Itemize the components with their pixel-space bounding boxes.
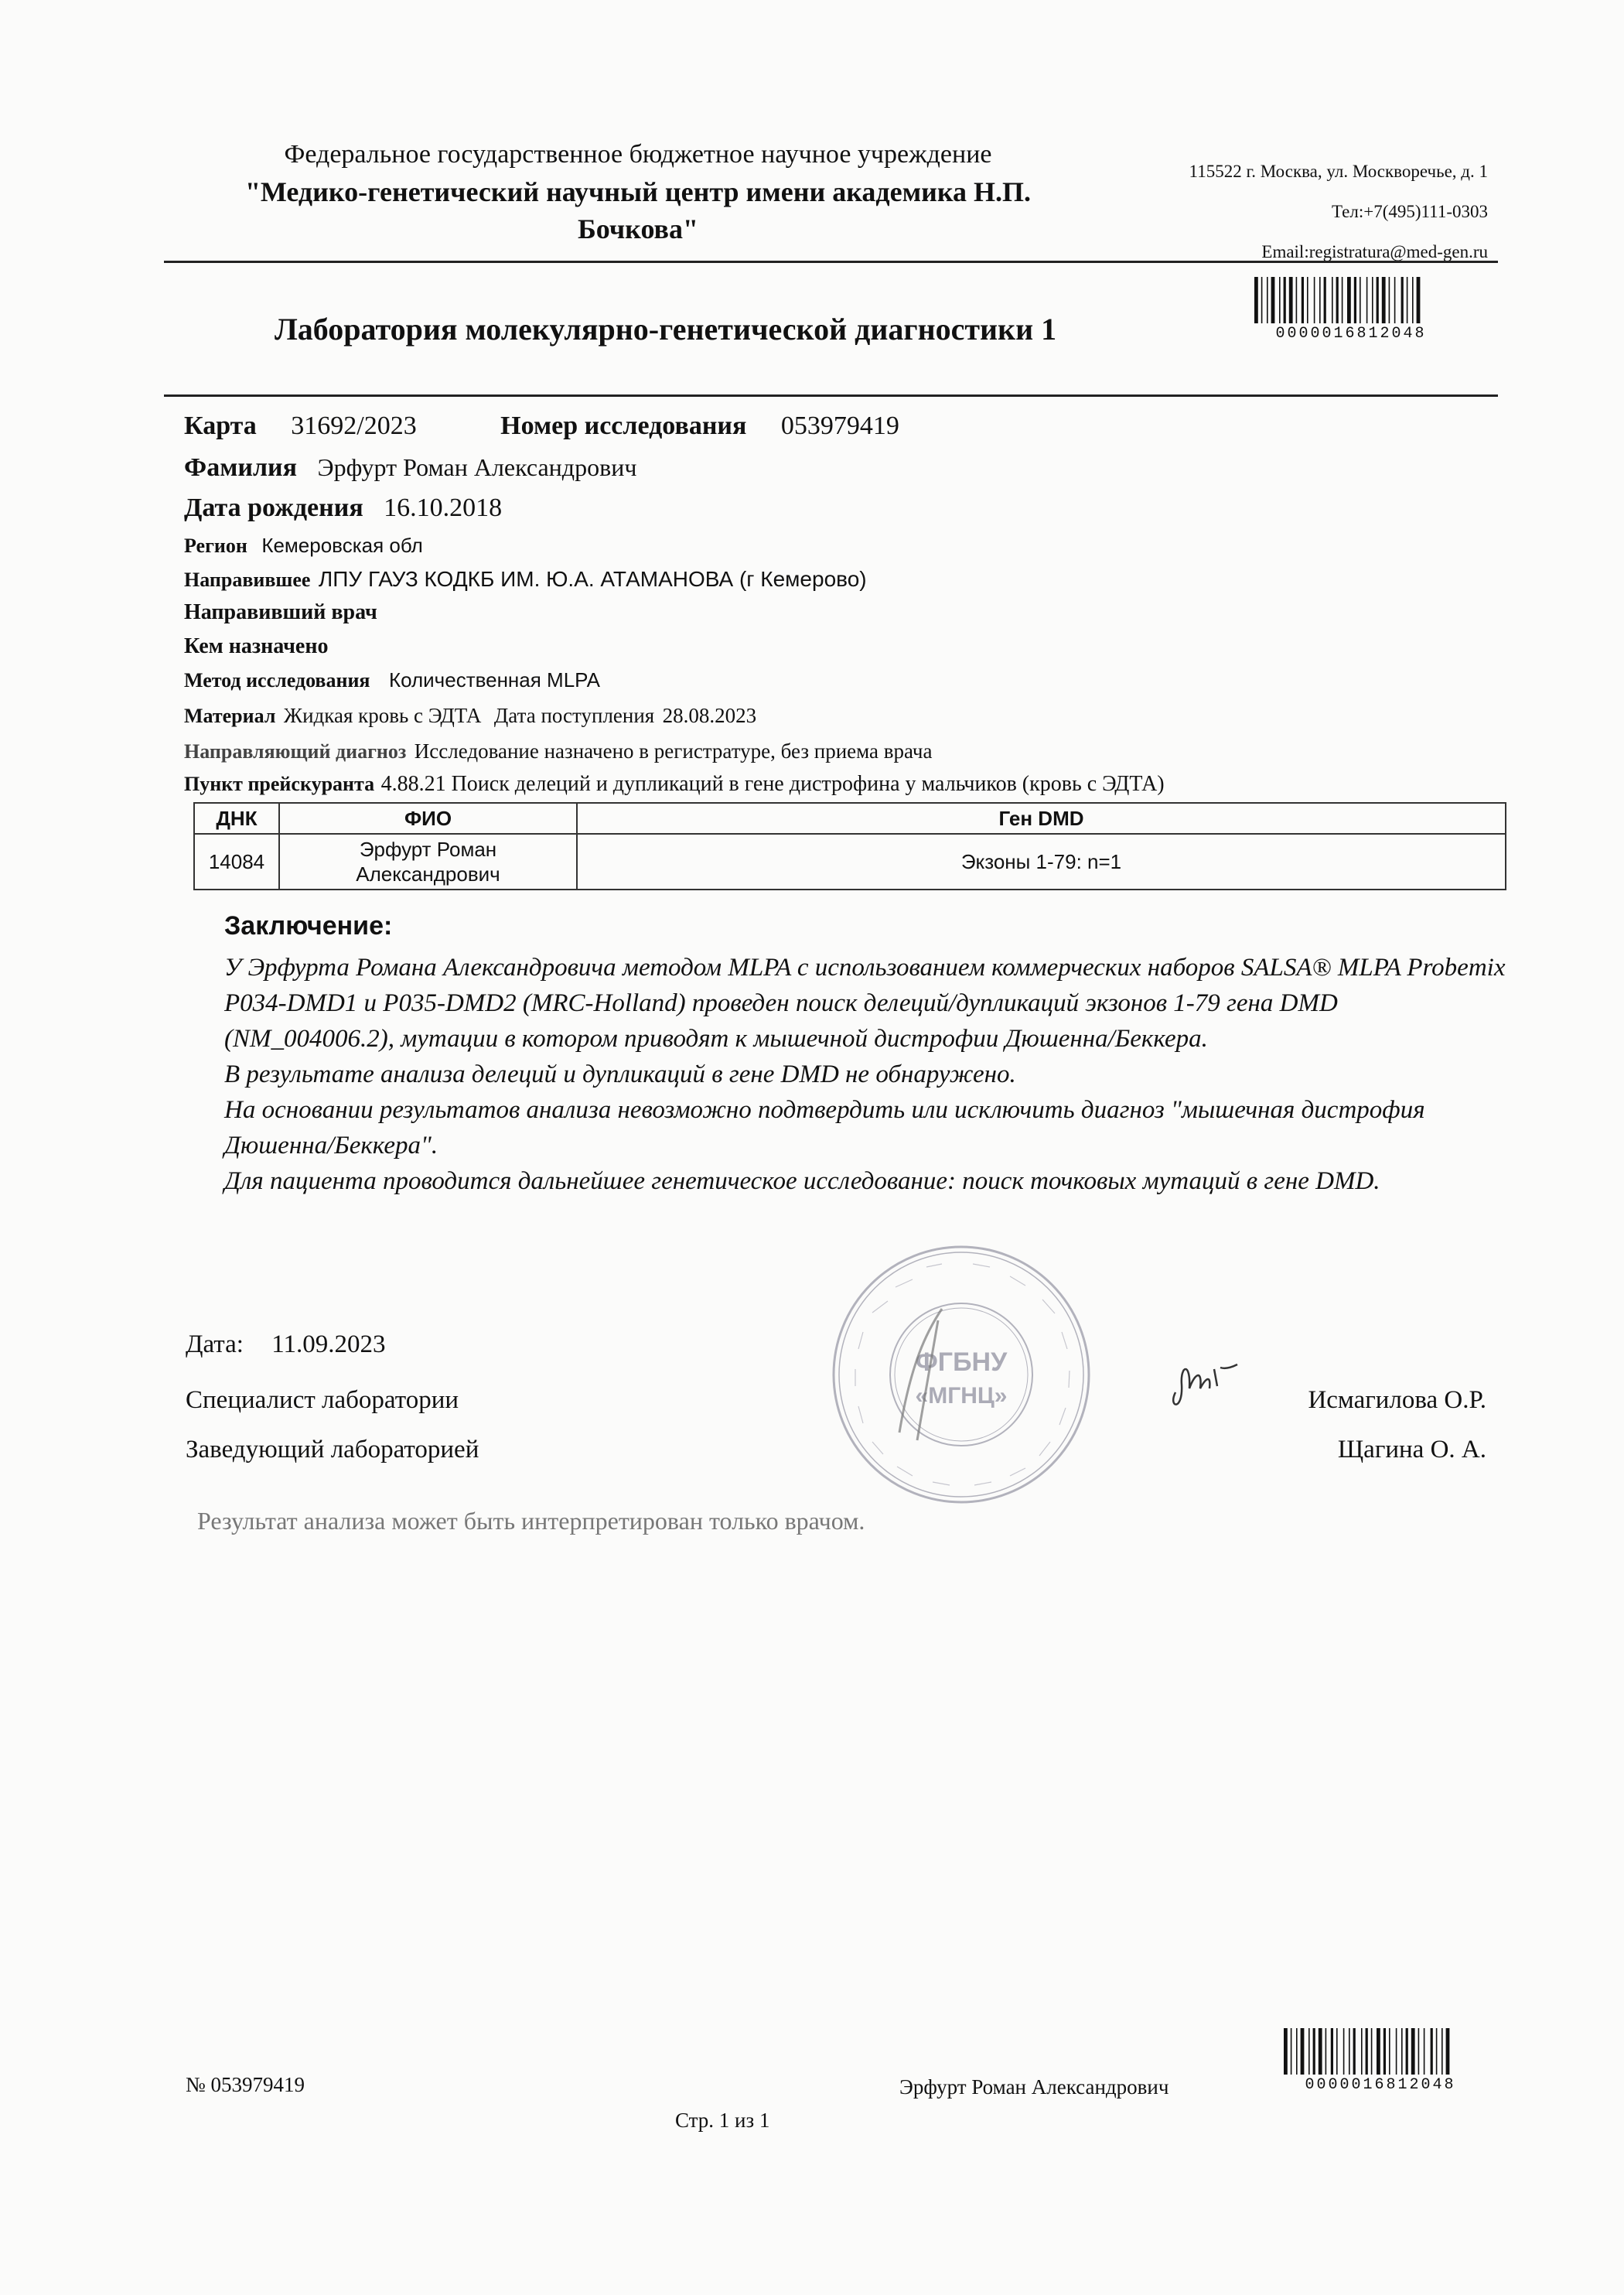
price-value: 4.88.21 Поиск делеций и дупликаций в гене дистрофина у мальчиков (кровь с ЭДТА) (380, 772, 1165, 796)
head-label: Заведующий лабораторией (186, 1436, 479, 1463)
barcode-bar (1382, 277, 1386, 323)
barcode-bar (1302, 277, 1304, 323)
dob-value: 16.10.2018 (384, 493, 503, 522)
head-name: Щагина О. А. (1337, 1436, 1486, 1463)
barcode-bar (1401, 277, 1404, 323)
barcode-bar (1261, 277, 1263, 323)
contact-block (1189, 152, 1488, 272)
barcode-bar (1441, 2028, 1443, 2075)
barcode-bars-icon (1284, 2028, 1477, 2075)
barcode-bar (1377, 277, 1379, 323)
barcode-bar (1383, 2028, 1386, 2075)
diagnosis-value: Исследование назначено в регистратуре, без приема врача (414, 739, 933, 763)
date-value: 11.09.2023 (271, 1330, 386, 1358)
diagnosis-row (184, 739, 932, 763)
barcode-bar (1331, 2028, 1333, 2075)
barcode-bar (1389, 2028, 1390, 2075)
barcode-bar (1279, 277, 1281, 323)
barcode-bar (1284, 277, 1286, 323)
barcode-bar (1436, 2028, 1438, 2075)
footer-number: № 053979419 (186, 2073, 305, 2096)
date-row (186, 1330, 385, 1359)
cell-name (279, 834, 577, 890)
header-name: ФИО (279, 803, 577, 834)
barcode-bar (1325, 2028, 1327, 2075)
barcode-bar (1417, 277, 1421, 323)
specialist-label: Специалист лаборатории (186, 1386, 459, 1414)
barcode-top (1254, 277, 1448, 343)
org-line-3: Бочкова" (578, 213, 698, 244)
referring-org-value: ЛПУ ГАУЗ КОДКБ ИМ. Ю.А. АТАМАНОВА (г Кемерово) (318, 567, 867, 591)
barcode-bars-icon (1254, 277, 1448, 323)
card-label: Карта (184, 412, 257, 440)
barcode-bar (1366, 277, 1368, 323)
barcode-number: 0000016812048 (1275, 325, 1427, 343)
footer-page: Стр. 1 из 1 (675, 2109, 770, 2132)
cell-result: Экзоны 1-79: n=1 (577, 834, 1506, 890)
barcode-bar (1319, 277, 1321, 323)
barcode-bar (1371, 2028, 1373, 2075)
conclusion-paragraph: У Эрфурта Романа Александровича методом MLPA с использованием коммерческих наборов SALSA® MLPA Probemix P034-DMD1 и P035-DMD2 (MRC-Holland) проведен поиск делеций/дупликаций экзонов 1-79 гена DMD (NM_004006.2), мутации в котором приводят к мышечной дистрофии Дюшенна/Беккера. (224, 954, 1506, 1053)
barcode-bar (1401, 2028, 1403, 2075)
barcode-bar (1342, 277, 1343, 323)
signature-icon (1160, 1346, 1245, 1416)
card-value: 31692/2023 (291, 412, 417, 440)
barcode-bar (1431, 2028, 1433, 2075)
assigned-by-row (184, 634, 328, 659)
barcode-bar (1360, 277, 1361, 323)
results-table (193, 802, 1506, 890)
received-value: 28.08.2023 (662, 704, 757, 727)
cell-name-line2: Александрович (356, 862, 500, 886)
barcode-bar (1301, 2028, 1305, 2075)
barcode-bar (1313, 2028, 1315, 2075)
stamp-icon (826, 1239, 1097, 1510)
conclusion-paragraph: В результате анализа делеций и дупликаций в гене DMD не обнаружено. (224, 1060, 1016, 1088)
method-label: Метод исследования (184, 669, 370, 692)
specialist-name: Исмагилова О.Р. (1308, 1386, 1486, 1414)
barcode-bar (1308, 2028, 1310, 2075)
header-dna: ДНК (194, 803, 279, 834)
conclusion-paragraph: Для пациента проводится дальнейшее генетическое исследование: поиск точковых мутаций в гене DMD. (224, 1167, 1380, 1195)
barcode-bar (1336, 277, 1339, 323)
barcode-bar (1418, 2028, 1420, 2075)
barcode-bar (1296, 2028, 1298, 2075)
material-value: Жидкая кровь с ЭДТА (283, 704, 482, 727)
dob-row (184, 493, 502, 523)
barcode-number: 0000016812048 (1305, 2076, 1456, 2094)
barcode-bar (1407, 277, 1408, 323)
barcode-bar (1347, 277, 1351, 323)
barcode-bar (1319, 2028, 1322, 2075)
barcode-bar (1314, 277, 1315, 323)
barcode-bar (1389, 277, 1390, 323)
stamp-text: ФГБНУ (915, 1347, 1008, 1377)
price-label: Пункт прейскуранта (184, 773, 375, 795)
barcode-bar (1353, 2028, 1356, 2075)
surname-value: Эрфурт Роман Александрович (317, 453, 637, 481)
org-line-2: "Медико-генетический научный центр имени академика Н.П. (244, 176, 1032, 207)
header-gene: Ген DMD (577, 803, 1506, 834)
referring-org-label: Направившее (184, 569, 311, 591)
barcode-bar (1424, 2028, 1425, 2075)
region-value: Кемеровская обл (261, 534, 423, 557)
barcode-bar (1361, 2028, 1363, 2075)
barcode-bar (1332, 277, 1333, 323)
barcode-bar (1291, 2028, 1292, 2075)
org-line-1: Федеральное государственное бюджетное научное учреждение (284, 140, 992, 169)
referring-org-row (184, 567, 867, 592)
disclaimer: Результат анализа может быть интерпретирован только врачом. (197, 1507, 865, 1535)
barcode-bar (1396, 2028, 1397, 2075)
material-label: Материал (184, 705, 276, 727)
barcode-bar (1412, 277, 1414, 323)
barcode-bar (1394, 277, 1396, 323)
barcode-bar (1406, 2028, 1408, 2075)
barcode-bar (1296, 277, 1298, 323)
surname-row (184, 453, 636, 483)
stamp-text: «МГНЦ» (915, 1383, 1008, 1409)
barcode-bar (1354, 277, 1356, 323)
study-value: 053979419 (780, 412, 899, 440)
lab-title: Лаборатория молекулярно-генетической диагностики 1 (275, 312, 1057, 347)
assigned-by-label: Кем назначено (184, 634, 329, 658)
header-rule (164, 261, 1498, 263)
diagnosis-label: Направляющий диагноз (184, 740, 407, 763)
surname-label: Фамилия (184, 453, 298, 482)
cell-dna: 14084 (194, 834, 279, 890)
barcode-bar (1336, 2028, 1338, 2075)
barcode-bar (1349, 2028, 1350, 2075)
section-rule (164, 394, 1498, 397)
dob-label: Дата рождения (184, 493, 363, 522)
price-row (184, 772, 1165, 797)
referring-doctor-label: Направивший врач (184, 600, 377, 624)
barcode-bar (1267, 277, 1268, 323)
barcode-bar (1377, 2028, 1380, 2075)
barcode-bar (1446, 2028, 1450, 2075)
phone: Тел:+7(495)111-0303 (1332, 202, 1488, 221)
referring-doctor-row (184, 600, 377, 625)
barcode-bar (1271, 277, 1275, 323)
barcode-bar (1366, 2028, 1368, 2075)
date-label: Дата: (186, 1330, 244, 1358)
footer-patient-name: Эрфурт Роман Александрович (899, 2075, 1169, 2099)
conclusion-body (224, 950, 1508, 1199)
cell-name-line1: Эрфурт Роман (359, 838, 497, 861)
conclusion-title: Заключение: (224, 911, 393, 941)
barcode-bar (1307, 277, 1308, 323)
received-label: Дата поступления (493, 704, 655, 727)
barcode-bar (1284, 2028, 1288, 2075)
conclusion-paragraph: На основании результатов анализа невозможно подтвердить или исключить диагноз "мышечная дистрофия Дюшенна/Беккера". (224, 1096, 1425, 1159)
region-row (184, 534, 423, 558)
barcode-bar (1372, 277, 1373, 323)
method-value: Количественная MLPA (388, 668, 600, 692)
card-row (184, 412, 899, 441)
org-header (193, 136, 1083, 248)
barcode-bar (1254, 277, 1258, 323)
barcode-bar (1289, 277, 1293, 323)
table-row (194, 834, 1506, 890)
barcode-bar (1324, 277, 1326, 323)
barcode-bottom (1284, 2028, 1477, 2094)
method-row (184, 668, 600, 692)
material-row (184, 704, 756, 728)
address: 115522 г. Москва, ул. Москворечье, д. 1 (1189, 162, 1488, 181)
region-label: Регион (184, 534, 247, 557)
table-header-row (194, 803, 1506, 834)
email: Email:registratura@med-gen.ru (1261, 242, 1488, 261)
study-label: Номер исследования (500, 412, 747, 440)
barcode-bar (1411, 2028, 1415, 2075)
barcode-bar (1343, 2028, 1345, 2075)
